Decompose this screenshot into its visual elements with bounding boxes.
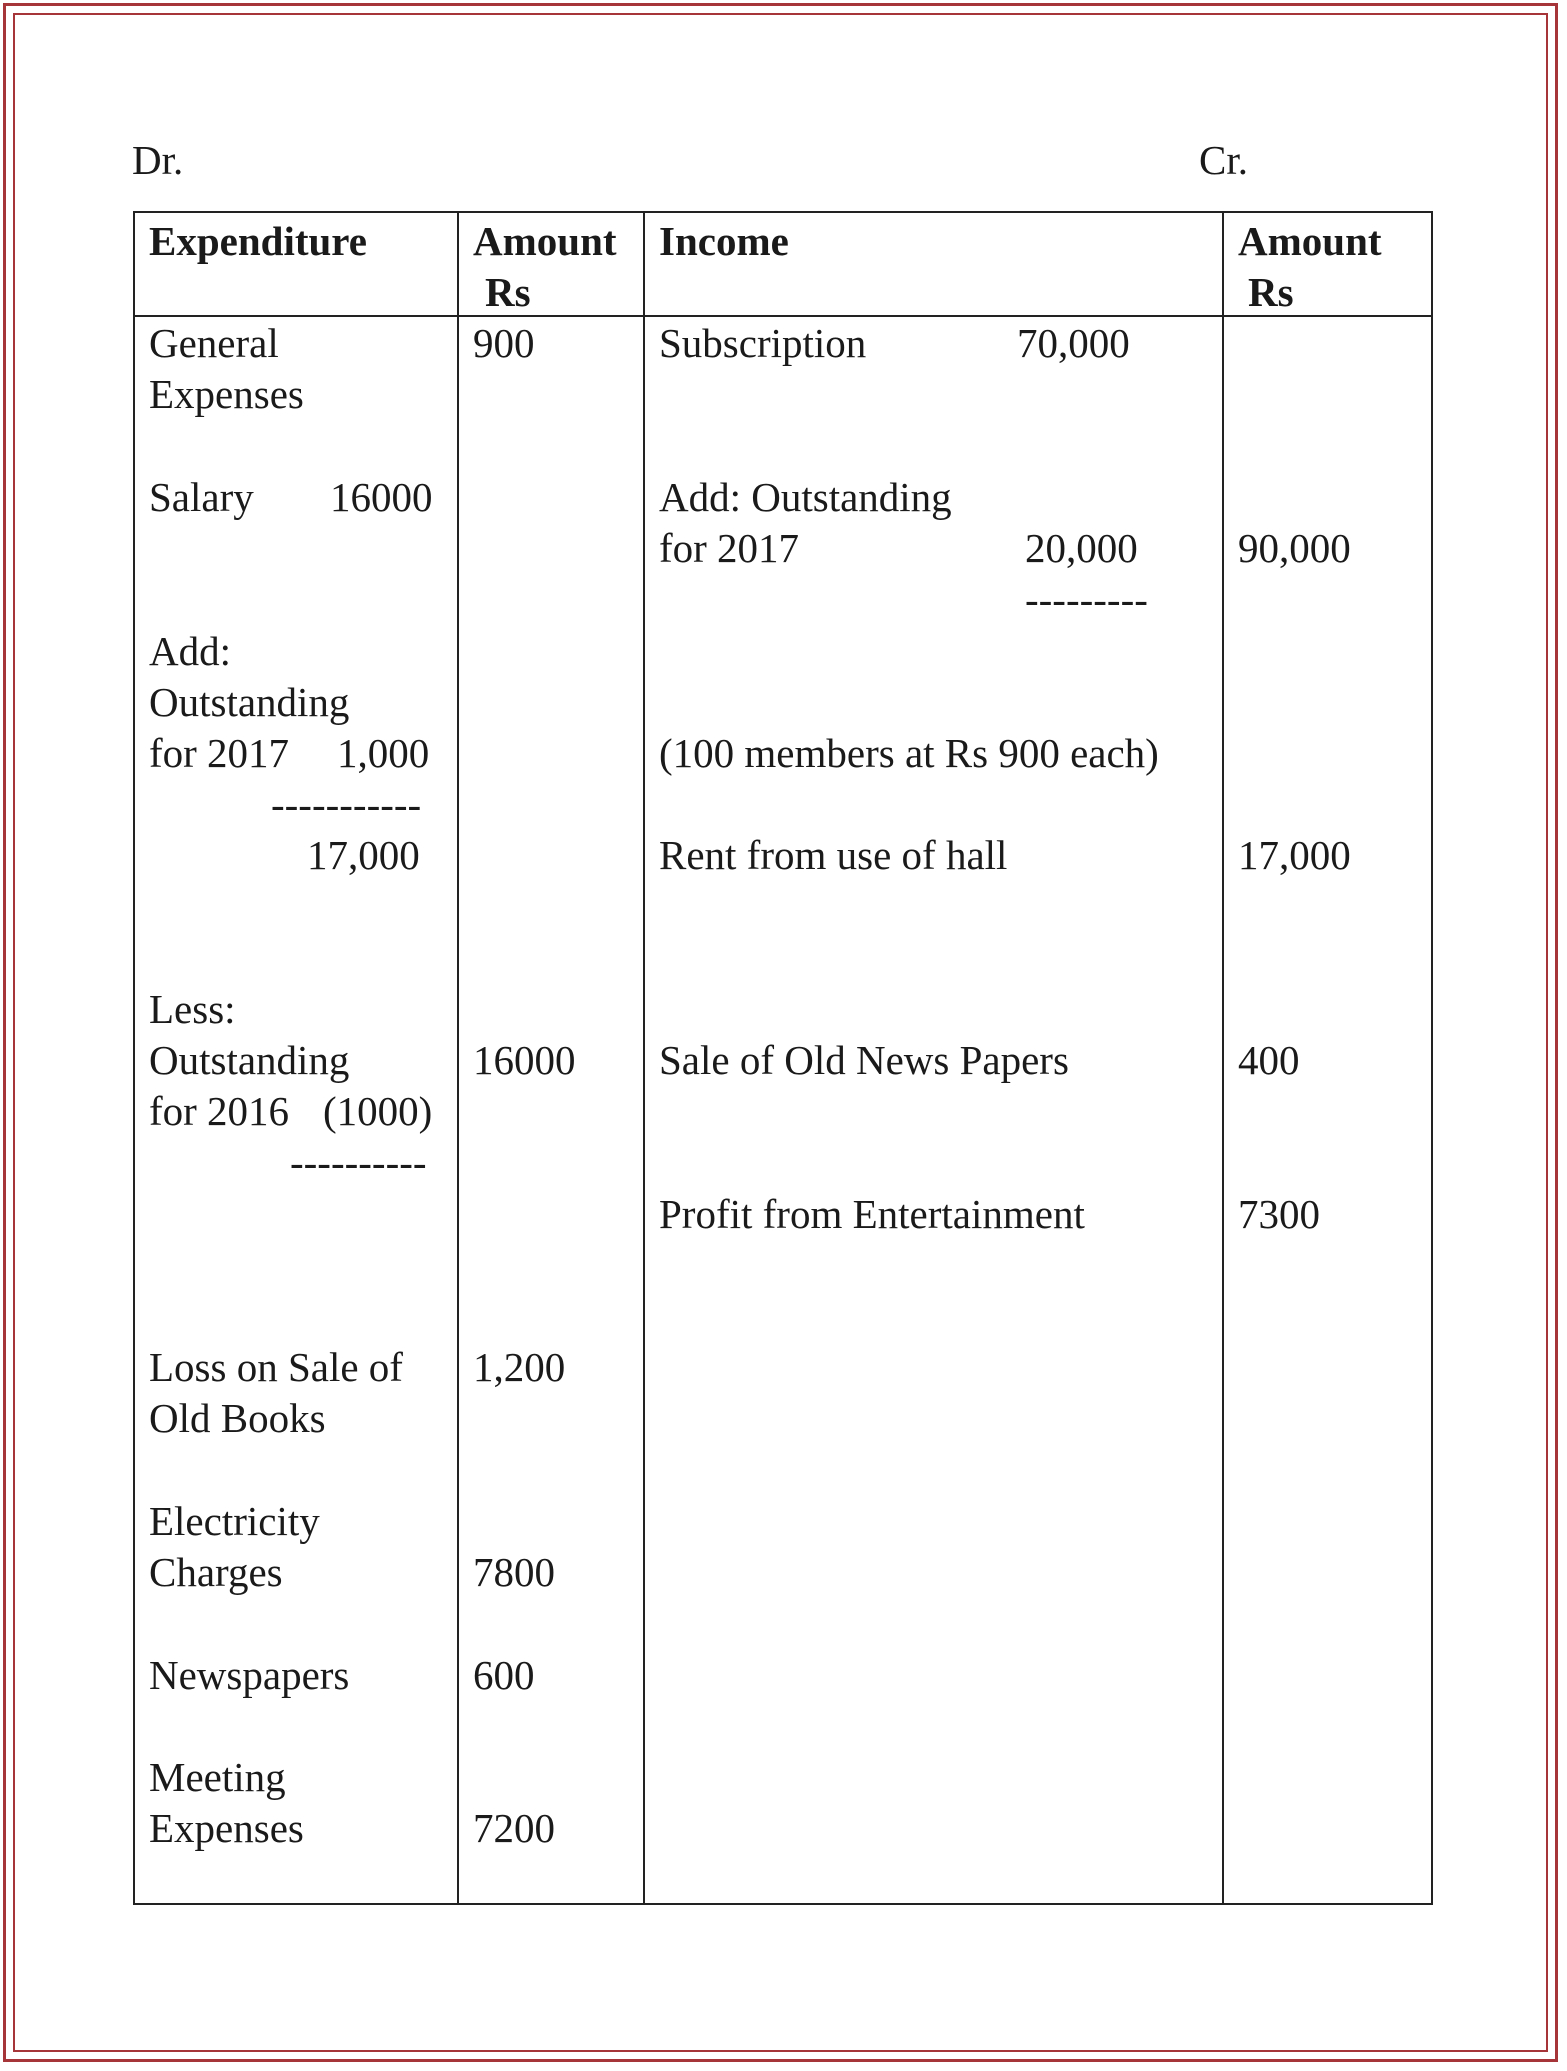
general-expenses-amount: 900 — [473, 320, 535, 366]
general-expenses-label: General — [149, 320, 279, 366]
meeting-expenses-label: Meeting — [149, 1754, 286, 1800]
column-divider — [1222, 213, 1224, 1903]
general-expenses-label: Expenses — [149, 371, 304, 417]
less-outstanding-label: Outstanding — [149, 1037, 350, 1083]
add-label: Add: — [149, 628, 231, 674]
income-for-2017-value: 20,000 — [1025, 525, 1138, 571]
rent-amount: 17,000 — [1238, 832, 1351, 878]
salary-amount: 16000 — [473, 1037, 576, 1083]
subscription-label: Subscription — [659, 320, 867, 366]
separator-dashes: --------- — [1025, 576, 1148, 622]
debit-label: Dr. — [132, 137, 184, 183]
column-divider — [643, 213, 645, 1903]
col-header-income: Income — [659, 218, 789, 264]
entertainment-amount: 7300 — [1238, 1191, 1320, 1237]
electricity-label: Electricity — [149, 1498, 320, 1544]
less-label: Less: — [149, 986, 236, 1032]
loss-on-sale-amount: 1,200 — [473, 1344, 566, 1390]
meeting-expenses-amount: 7200 — [473, 1805, 555, 1851]
col-header-amount-income-unit: Rs — [1248, 269, 1294, 315]
separator-dashes: ----------- — [271, 781, 422, 827]
loss-on-sale-label: Old Books — [149, 1395, 326, 1441]
entertainment-label: Profit from Entertainment — [659, 1191, 1085, 1237]
newspapers-amount: 600 — [473, 1652, 535, 1698]
col-header-amount-income: Amount — [1238, 218, 1382, 264]
col-header-amount-unit: Rs — [485, 269, 531, 315]
salary-label: Salary — [149, 474, 254, 520]
for-2016-value: (1000) — [323, 1088, 433, 1134]
credit-label: Cr. — [1199, 137, 1248, 183]
add-outstanding-label: Add: Outstanding — [659, 474, 952, 520]
col-header-amount: Amount — [473, 218, 617, 264]
electricity-amount: 7800 — [473, 1549, 555, 1595]
column-divider — [457, 213, 459, 1903]
newspapers-sale-label: Sale of Old News Papers — [659, 1037, 1069, 1083]
for-2016-label: for 2016 — [149, 1088, 290, 1134]
subscription-total: 90,000 — [1238, 525, 1351, 571]
loss-on-sale-label: Loss on Sale of — [149, 1344, 403, 1390]
meeting-expenses-label: Expenses — [149, 1805, 304, 1851]
salary-value: 16000 — [330, 474, 433, 520]
salary-subtotal: 17,000 — [307, 832, 420, 878]
rent-label: Rent from use of hall — [659, 832, 1008, 878]
header-divider — [135, 315, 1431, 317]
outstanding-label: Outstanding — [149, 679, 350, 725]
newspapers-sale-amount: 400 — [1238, 1037, 1300, 1083]
income-for-2017-label: for 2017 — [659, 525, 800, 571]
newspapers-label: Newspapers — [149, 1652, 350, 1698]
income-expenditure-table — [133, 211, 1433, 1905]
members-note: (100 members at Rs 900 each) — [659, 730, 1159, 776]
separator-dashes: ---------- — [290, 1139, 427, 1185]
for-2017-value: 1,000 — [337, 730, 430, 776]
subscription-value: 70,000 — [1017, 320, 1130, 366]
col-header-expenditure: Expenditure — [149, 218, 367, 264]
electricity-label: Charges — [149, 1549, 283, 1595]
for-2017-label: for 2017 — [149, 730, 290, 776]
